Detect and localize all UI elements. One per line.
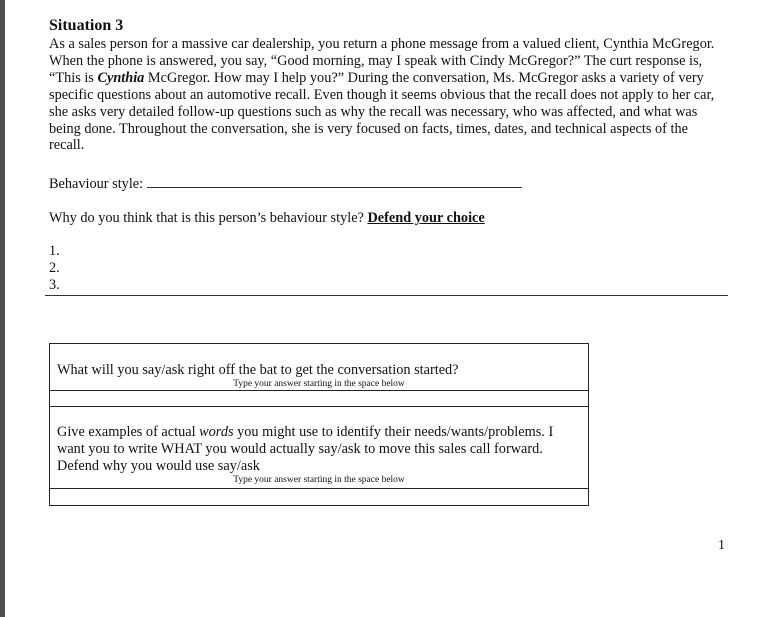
paragraph-emphasis: Cynthia [97, 69, 145, 86]
list-item-2[interactable]: 2. [49, 260, 60, 276]
list-item-1[interactable]: 1. [49, 243, 60, 259]
page-number: 1 [718, 538, 725, 553]
behaviour-style-blank[interactable] [147, 174, 522, 188]
behaviour-style-row [49, 174, 522, 193]
defend-choice-label: Defend your choice [367, 210, 485, 226]
list-item-3[interactable]: 3. [49, 277, 60, 293]
answer-1-cell[interactable] [50, 391, 588, 407]
question-2-cell [50, 407, 588, 489]
paragraph-text-1: As a sales person for a massive car dealership, you return a phone message from a valued client, Cynthia McGregor. When the phone is answered, you say, “Good morning, may I speak with Cindy McGregor?” The curt response is, “This is [49, 36, 715, 86]
document-page [49, 16, 729, 485]
question-2-emphasis: words [199, 424, 234, 440]
question-1-hint: Type your answer starting in the space below [233, 379, 405, 389]
question-1-cell [50, 344, 588, 391]
question-2-text-2: you might use to identify their needs/wants/problems. I want you to write WHAT you would actually say/ask to move this sales call forward. Defend why you would use say/ask [57, 424, 554, 474]
horizontal-rule [45, 295, 728, 296]
why-question-text: Why do you think that is this person’s behaviour style? [49, 210, 368, 226]
why-question [49, 209, 485, 227]
situation-heading: Situation 3 [49, 17, 124, 34]
behaviour-style-label: Behaviour style: [49, 176, 144, 192]
window-left-edge [0, 0, 5, 617]
question-2-hint: Type your answer starting in the space below [233, 475, 405, 485]
situation-paragraph [49, 36, 721, 154]
answer-2-cell[interactable] [50, 489, 588, 505]
question-2-text-1: Give examples of actual [57, 424, 200, 440]
question-2-text [57, 424, 581, 475]
question-1-text: What will you say/ask right off the bat to get the conversation started? [57, 362, 459, 378]
question-table [49, 343, 589, 506]
paragraph-text-2: McGregor. How may I help you?” During the conversation, Ms. McGregor asks a variety of very specific questions about an automotive recall. Even though it seems obvious that the recall does not apply to her car, she asks very detailed follow-up questions such as why the recall was necessary, who was affected, and what was being done. Throughout the conversation, she is very focused on facts, times, dates, and technical aspects of the recall. [49, 69, 715, 154]
answer-list [49, 243, 60, 294]
